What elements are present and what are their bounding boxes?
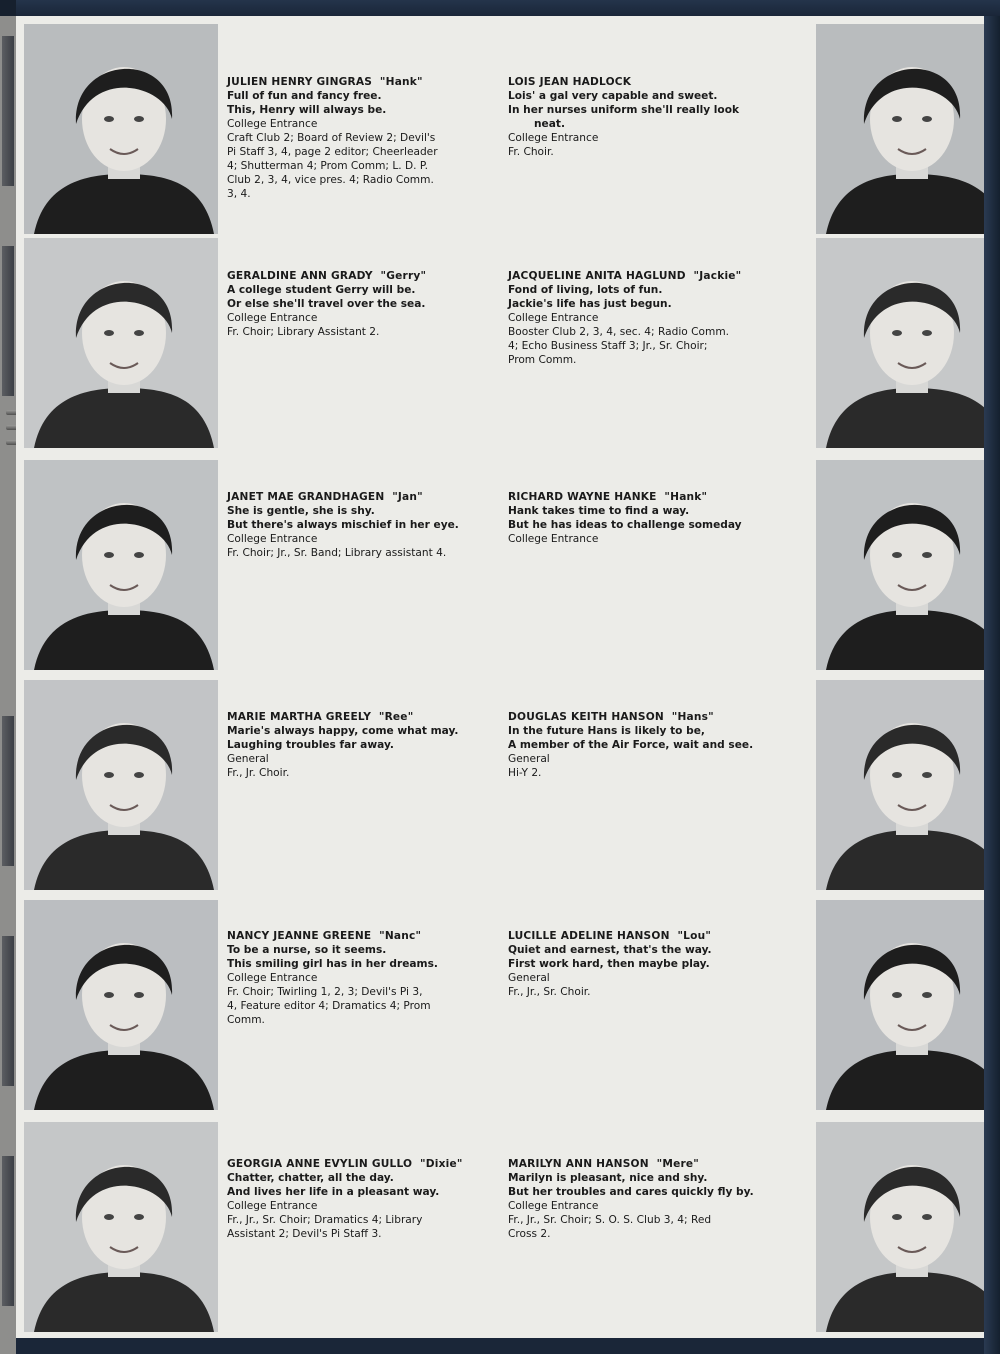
student-entry: [227, 75, 489, 201]
activities-line: Prom Comm.: [508, 354, 577, 366]
activities-line: Cross 2.: [508, 1228, 551, 1240]
student-name: LUCILLE ADELINE HANSON: [508, 930, 670, 942]
verse-line: A member of the Air Force, wait and see.: [508, 739, 754, 751]
activities-line: Assistant 2; Devil's Pi Staff 3.: [227, 1228, 382, 1240]
cover-edge-right: [984, 16, 1000, 1354]
student-name: MARILYN ANN HANSON: [508, 1158, 649, 1170]
student-portrait: [24, 460, 218, 670]
cover-edge-bottom: [16, 1338, 984, 1354]
course-of-study: General: [227, 753, 269, 765]
verse-line: Marilyn is pleasant, nice and shy.: [508, 1172, 708, 1184]
verse-line: Chatter, chatter, all the day.: [227, 1172, 394, 1184]
student-name: GEORGIA ANNE EVYLIN GULLO: [227, 1158, 413, 1170]
student-entry: [227, 269, 489, 339]
activities-line: Fr., Jr. Choir.: [227, 767, 290, 779]
student-name: DOUGLAS KEITH HANSON: [508, 711, 664, 723]
verse-line: neat.: [534, 118, 565, 130]
verse-line: Hank takes time to find a way.: [508, 505, 690, 517]
course-of-study: College Entrance: [508, 1200, 599, 1212]
student-nickname: "Hans": [671, 711, 714, 723]
student-nickname: "Nanc": [379, 930, 422, 942]
page-paper: [16, 16, 984, 1338]
verse-line: Full of fun and fancy free.: [227, 90, 382, 102]
student-entry: [508, 490, 770, 546]
student-name-line: [227, 929, 489, 943]
course-of-study: College Entrance: [508, 533, 599, 545]
activities-line: Fr. Choir; Library Assistant 2.: [227, 326, 380, 338]
student-name-line: [508, 490, 770, 504]
verse-line: A college student Gerry will be.: [227, 284, 416, 296]
verse-line: Or else she'll travel over the sea.: [227, 298, 426, 310]
verse-line: Lois' a gal very capable and sweet.: [508, 90, 718, 102]
activities-line: Club 2, 3, 4, vice pres. 4; Radio Comm.: [227, 174, 434, 186]
student-name: NANCY JEANNE GREENE: [227, 930, 372, 942]
student-name-line: [227, 710, 489, 724]
activities-line: 4; Shutterman 4; Prom Comm; L. D. P.: [227, 160, 428, 172]
activities-line: 4, Feature editor 4; Dramatics 4; Prom: [227, 1000, 431, 1012]
student-entry: [227, 490, 489, 560]
activities-line: Craft Club 2; Board of Review 2; Devil's: [227, 132, 436, 144]
course-of-study: General: [508, 753, 550, 765]
student-name-line: [227, 75, 489, 89]
activities-line: 3, 4.: [227, 188, 251, 200]
student-nickname: "Ree": [378, 711, 414, 723]
activities-line: Booster Club 2, 3, 4, sec. 4; Radio Comm.: [508, 326, 730, 338]
student-portrait: [816, 460, 1000, 670]
verse-line: This smiling girl has in her dreams.: [227, 958, 438, 970]
student-name-line: [508, 269, 770, 283]
left-portrait-column: [24, 16, 218, 1338]
verse-line: She is gentle, she is shy.: [227, 505, 375, 517]
student-name-line: [508, 75, 770, 89]
verse-line: Marie's always happy, come what may.: [227, 725, 459, 737]
student-nickname: "Jan": [392, 491, 423, 503]
student-nickname: "Hank": [379, 76, 423, 88]
student-entry: [508, 710, 770, 780]
student-name: JANET MAE GRANDHAGEN: [227, 491, 385, 503]
verse-line: Jackie's life has just begun.: [508, 298, 672, 310]
verse-line: But there's always mischief in her eye.: [227, 519, 459, 531]
activities-line: Fr., Jr., Sr. Choir.: [508, 986, 591, 998]
student-name: RICHARD WAYNE HANKE: [508, 491, 657, 503]
student-portrait: [24, 900, 218, 1110]
activities-line: Fr. Choir; Jr., Sr. Band; Library assistant 4.: [227, 547, 447, 559]
student-nickname: "Hank": [664, 491, 708, 503]
student-name: MARIE MARTHA GREELY: [227, 711, 372, 723]
student-portrait: [816, 238, 1000, 448]
student-nickname: "Dixie": [420, 1158, 463, 1170]
activities-line: Comm.: [227, 1014, 265, 1026]
verse-line: But her troubles and cares quickly fly by.: [508, 1186, 754, 1198]
student-portrait: [24, 1122, 218, 1332]
course-of-study: College Entrance: [508, 312, 599, 324]
course-of-study: College Entrance: [227, 118, 318, 130]
course-of-study: College Entrance: [508, 132, 599, 144]
verse-line: Quiet and earnest, that's the way.: [508, 944, 712, 956]
student-entry: [227, 929, 489, 1027]
student-name-line: [227, 490, 489, 504]
student-name-line: [227, 1157, 489, 1171]
student-entry: [508, 75, 770, 159]
activities-line: Hi-Y 2.: [508, 767, 542, 779]
verse-line: But he has ideas to challenge someday: [508, 519, 742, 531]
student-name: GERALDINE ANN GRADY: [227, 270, 373, 282]
student-name-line: [508, 710, 770, 724]
student-nickname: "Mere": [656, 1158, 699, 1170]
verse-line: First work hard, then maybe play.: [508, 958, 710, 970]
activities-line: Fr., Jr., Sr. Choir; S. O. S. Club 3, 4; Red: [508, 1214, 712, 1226]
verse-line: And lives her life in a pleasant way.: [227, 1186, 440, 1198]
student-portrait: [24, 238, 218, 448]
student-nickname: "Jackie": [693, 270, 742, 282]
activities-line: Fr. Choir.: [508, 146, 554, 158]
student-name: LOIS JEAN HADLOCK: [508, 76, 632, 88]
student-portrait: [24, 680, 218, 890]
course-of-study: College Entrance: [227, 312, 318, 324]
verse-line: This, Henry will always be.: [227, 104, 387, 116]
student-portrait: [816, 24, 1000, 234]
verse-line: Fond of living, lots of fun.: [508, 284, 663, 296]
student-entry: [227, 710, 489, 780]
student-name-line: [227, 269, 489, 283]
student-portrait: [816, 900, 1000, 1110]
student-nickname: "Gerry": [380, 270, 427, 282]
binding-left: [0, 16, 16, 1354]
activities-line: Pi Staff 3, 4, page 2 editor; Cheerleader: [227, 146, 438, 158]
student-name-line: [508, 1157, 770, 1171]
student-entry: [508, 929, 770, 999]
student-portrait: [24, 24, 218, 234]
activities-line: 4; Echo Business Staff 3; Jr., Sr. Choir;: [508, 340, 708, 352]
student-name: JULIEN HENRY GINGRAS: [227, 76, 373, 88]
student-entry: [227, 1157, 489, 1241]
verse-line: Laughing troubles far away.: [227, 739, 394, 751]
activities-line: Fr., Jr., Sr. Choir; Dramatics 4; Library: [227, 1214, 423, 1226]
verse-line: In her nurses uniform she'll really look: [508, 104, 740, 116]
student-nickname: "Lou": [677, 930, 712, 942]
cover-edge-top: [16, 0, 1000, 16]
activities-line: Fr. Choir; Twirling 1, 2, 3; Devil's Pi 3,: [227, 986, 423, 998]
student-entry: [508, 269, 770, 367]
course-of-study: General: [508, 972, 550, 984]
verse-line: In the future Hans is likely to be,: [508, 725, 705, 737]
student-portrait: [816, 680, 1000, 890]
student-name-line: [508, 929, 770, 943]
student-portrait: [816, 1122, 1000, 1332]
right-portrait-column: [816, 16, 1000, 1338]
course-of-study: College Entrance: [227, 972, 318, 984]
verse-line: To be a nurse, so it seems.: [227, 944, 387, 956]
student-entry: [508, 1157, 770, 1241]
course-of-study: College Entrance: [227, 533, 318, 545]
student-name: JACQUELINE ANITA HAGLUND: [508, 270, 686, 282]
course-of-study: College Entrance: [227, 1200, 318, 1212]
